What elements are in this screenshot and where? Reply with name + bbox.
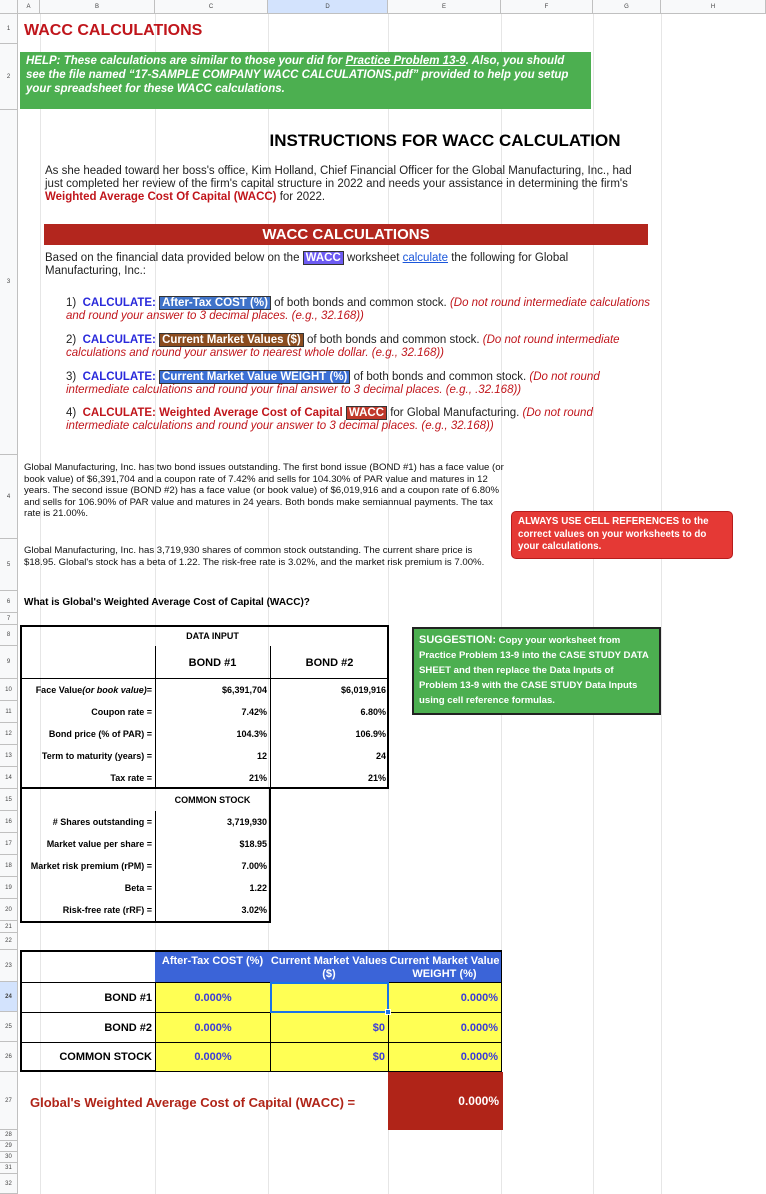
suggestion-text: Copy your worksheet from Practice Problem 13-9 into the CASE STUDY DATA SHEET and then replace the Data Inputs of Problem 13-9 with the CASE STUDY Data Inputs using cell reference formulas. bbox=[419, 635, 649, 706]
coupon-rate-label: Coupon rate = bbox=[91, 707, 152, 717]
market-risk-premium-label: Market risk premium (rPM) = bbox=[30, 861, 152, 871]
step-4 bbox=[66, 407, 656, 433]
row-header-21[interactable]: 21 bbox=[0, 921, 18, 933]
select-all-corner[interactable] bbox=[0, 0, 18, 14]
stock-description: Global Manufacturing, Inc. has 3,719,930 shares of common stock outstanding. The current share price is $18.95. Global's stock has a beta of 1.22. The risk-free rate is 3.02%, and the market risk premium is 7.00%. bbox=[24, 545, 485, 568]
step-cta: CALCULATE: bbox=[82, 371, 160, 383]
label-text: Face Value bbox=[35, 685, 83, 695]
step-tag: Current Market Values ($) bbox=[159, 333, 304, 347]
row-header-23[interactable]: 23 bbox=[0, 950, 18, 982]
row-header-30[interactable]: 30 bbox=[0, 1152, 18, 1163]
row-header-31[interactable]: 31 bbox=[0, 1163, 18, 1174]
wacc-banner: WACC CALCULATIONS bbox=[44, 224, 648, 245]
bond2-tax-rate[interactable]: 21% bbox=[367, 773, 386, 783]
row-header-22[interactable]: 22 bbox=[0, 933, 18, 950]
step-number: 3) bbox=[66, 371, 77, 383]
market-weight-header: Current Market Value WEIGHT (%) bbox=[388, 952, 501, 982]
row-header-29[interactable]: 29 bbox=[0, 1141, 18, 1152]
bond1-market-value[interactable] bbox=[271, 983, 388, 1012]
market-risk-premium-value[interactable]: 7.00% bbox=[241, 861, 267, 871]
row-header-13[interactable]: 13 bbox=[0, 745, 18, 767]
col-header-e[interactable]: E bbox=[388, 0, 501, 14]
bond2-face-value[interactable]: $6,019,916 bbox=[340, 685, 386, 695]
bond2-coupon-rate[interactable]: 6.80% bbox=[360, 707, 386, 717]
practice-problem-link[interactable]: Practice Problem 13-9 bbox=[345, 55, 466, 67]
row-header-3[interactable]: 3 bbox=[0, 110, 18, 455]
row-header-4[interactable]: 4 bbox=[0, 455, 18, 539]
col-header-c[interactable]: C bbox=[155, 0, 268, 14]
row-header-5[interactable]: 5 bbox=[0, 539, 18, 591]
row-header-1[interactable]: 1 bbox=[0, 14, 18, 44]
risk-free-rate-value[interactable]: 3.02% bbox=[241, 905, 267, 915]
based-b: worksheet bbox=[343, 252, 403, 264]
step-cta: CALCULATE: Weighted Average Cost of Capital bbox=[82, 407, 346, 419]
step-note: (Do not round intermediate calculations and round your answer to 3 decimal places. (e.g., 32.168)) bbox=[66, 297, 651, 322]
col-header-h[interactable]: H bbox=[661, 0, 766, 14]
help-prefix: HELP: These calculations are similar to those your did for bbox=[26, 55, 346, 67]
instructions-based bbox=[45, 252, 635, 278]
intro-text: As she headed toward her boss's office, Kim Holland, Chief Financial Officer for the Global Manufacturing, Inc., had just completed her review of the firm's capital structure in 2022 and needs your assistance in determining the firm's bbox=[45, 165, 632, 190]
suggestion-lead: SUGGESTION: bbox=[419, 634, 497, 646]
row-header-2[interactable]: 2 bbox=[0, 44, 18, 110]
row-header-9[interactable]: 9 bbox=[0, 646, 18, 679]
bond1-market-weight[interactable]: 0.000% bbox=[460, 991, 498, 1004]
stock-market-value[interactable]: $0 bbox=[372, 1051, 385, 1063]
row-header-24[interactable]: 24 bbox=[0, 982, 18, 1012]
row-header-20[interactable]: 20 bbox=[0, 899, 18, 921]
bond2-market-value[interactable]: $0 bbox=[372, 1021, 385, 1034]
face-value-label bbox=[20, 679, 155, 701]
bond2-after-tax-cost[interactable]: 0.000% bbox=[194, 1021, 232, 1034]
row-header-6[interactable]: 6 bbox=[0, 591, 18, 613]
row-header-7[interactable]: 7 bbox=[0, 613, 18, 625]
step-1 bbox=[66, 297, 656, 323]
row-header-11[interactable]: 11 bbox=[0, 701, 18, 723]
intro-end: for 2022. bbox=[276, 191, 326, 203]
row-header-26[interactable]: 26 bbox=[0, 1042, 18, 1072]
result-row-label: BOND #2 bbox=[104, 1021, 152, 1034]
wacc-sheet-tag: WACC bbox=[303, 251, 344, 265]
col-header-a[interactable]: A bbox=[18, 0, 40, 14]
bond1-coupon-rate[interactable]: 7.42% bbox=[241, 707, 267, 717]
cell-reference-alert: ALWAYS USE CELL REFERENCES to the correct values on your worksheets to do your calculations. bbox=[511, 511, 733, 559]
step-text: for Global Manufacturing. bbox=[387, 407, 523, 419]
step-number: 1) bbox=[66, 297, 77, 309]
shares-outstanding-value[interactable]: 3,719,930 bbox=[226, 817, 267, 827]
bond2-price[interactable]: 106.9% bbox=[355, 729, 386, 739]
result-row-label: COMMON STOCK bbox=[59, 1051, 152, 1063]
grid-line bbox=[661, 14, 662, 1194]
step-text: of both bonds and common stock. bbox=[270, 297, 450, 309]
step-tag: After-Tax COST (%) bbox=[159, 296, 271, 310]
step-tag: WACC bbox=[346, 406, 387, 420]
bond1-after-tax-cost[interactable]: 0.000% bbox=[194, 991, 232, 1004]
row-header-32[interactable]: 32 bbox=[0, 1174, 18, 1194]
col-header-f[interactable]: F bbox=[501, 0, 593, 14]
bond1-term[interactable]: 12 bbox=[256, 751, 267, 761]
term-label: Term to maturity (years) = bbox=[41, 751, 152, 761]
stock-after-tax-cost[interactable]: 0.000% bbox=[194, 1051, 232, 1063]
row-header-16[interactable]: 16 bbox=[0, 811, 18, 833]
page-title: WACC CALCULATIONS bbox=[24, 22, 203, 39]
bond1-header: BOND #1 bbox=[188, 657, 237, 669]
row-header-10[interactable]: 10 bbox=[0, 679, 18, 701]
step-3 bbox=[66, 371, 656, 397]
beta-label: Beta = bbox=[124, 883, 152, 893]
step-note: (Do not round intermediate calculations and round your answer to nearest whole dollar. (e.g., 32.168)) bbox=[66, 334, 620, 359]
label-end: = bbox=[146, 685, 152, 695]
step-text: of both bonds and common stock. bbox=[303, 334, 483, 346]
bond2-market-weight[interactable]: 0.000% bbox=[460, 1021, 498, 1034]
step-number: 4) bbox=[66, 407, 77, 419]
bonds-description: Global Manufacturing, Inc. has two bond issues outstanding. The first bond issue (BOND #1) has a face value (or book value) of $6,391,704 and a coupon rate of 7.42% and sells for 104.30% of PAR value and matures in 12 years. The second issue (BOND #2) has a face value (or book value) of $6,019,916 and a coupon rate of 6.80% and sells for 106.90% of PAR value and matures in 24 years. Both bonds make semiannual payments. The tax rate is 21.00%. bbox=[24, 462, 504, 520]
row-header-27[interactable]: 27 bbox=[0, 1072, 18, 1130]
after-tax-cost-header: After-Tax COST (%) bbox=[155, 952, 270, 982]
wacc-question: What is Global's Weighted Average Cost of Capital (WACC)? bbox=[24, 597, 310, 608]
common-stock-header: COMMON STOCK bbox=[174, 795, 251, 805]
instructions-title-text: INSTRUCTIONS FOR WACC CALCULATION bbox=[269, 131, 621, 150]
col-header-d[interactable]: D bbox=[268, 0, 388, 14]
step-note: (Do not round intermediate calculations and round your final answer to 3 decimal places. (e.g., .32.168)) bbox=[66, 371, 600, 396]
suggestion-box bbox=[412, 627, 661, 715]
step-tag: Current Market Value WEIGHT (%) bbox=[159, 370, 350, 384]
label-note: (or book value) bbox=[82, 685, 147, 695]
step-text: of both bonds and common stock. bbox=[350, 371, 530, 383]
shares-outstanding-label: # Shares outstanding = bbox=[52, 817, 152, 827]
row-header-12[interactable]: 12 bbox=[0, 723, 18, 745]
bond2-term[interactable]: 24 bbox=[375, 751, 386, 761]
col-header-g[interactable]: G bbox=[593, 0, 661, 14]
intro-wacc-bold: Weighted Average Cost Of Capital (WACC) bbox=[45, 191, 277, 203]
row-header-15[interactable]: 15 bbox=[0, 789, 18, 811]
instructions-intro bbox=[45, 165, 645, 204]
row-header-8[interactable]: 8 bbox=[0, 625, 18, 646]
row-header-28[interactable]: 28 bbox=[0, 1130, 18, 1141]
bond1-price[interactable]: 104.3% bbox=[236, 729, 267, 739]
based-c: the following for Global Manufacturing, Inc.: bbox=[45, 252, 569, 277]
bond2-header: BOND #2 bbox=[305, 657, 354, 669]
help-banner bbox=[20, 52, 591, 109]
help-suffix: . Also, you should see the file named “17-SAMPLE COMPANY WACC CALCULATIONS.pdf” provided to help you setup your spreadsheet for these WACC calculations. bbox=[26, 55, 569, 95]
instructions-title bbox=[120, 131, 766, 151]
bond1-face-value[interactable]: $6,391,704 bbox=[221, 685, 267, 695]
wacc-result-value[interactable]: 0.000% bbox=[388, 1072, 503, 1130]
share-price-value[interactable]: $18.95 bbox=[239, 839, 267, 849]
based-a: Based on the financial data provided below on the bbox=[45, 252, 303, 264]
step-2 bbox=[66, 334, 656, 360]
bond-price-label: Bond price (% of PAR) = bbox=[48, 729, 152, 739]
tax-rate-label: Tax rate = bbox=[110, 773, 152, 783]
row-header-25[interactable]: 25 bbox=[0, 1012, 18, 1042]
step-number: 2) bbox=[66, 334, 77, 346]
market-values-header: Current Market Values ($) bbox=[270, 952, 388, 982]
step-cta: CALCULATE: bbox=[82, 297, 160, 309]
calculate-link[interactable]: calculate bbox=[402, 252, 448, 264]
row-header-18[interactable]: 18 bbox=[0, 855, 18, 877]
wacc-result-label: Global's Weighted Average Cost of Capital (WACC) = bbox=[30, 1095, 356, 1110]
share-price-label: Market value per share = bbox=[46, 839, 152, 849]
step-note: (Do not round intermediate calculations and round your answer to 3 decimal places. (e.g., 32.168)) bbox=[66, 407, 593, 432]
row-header-14[interactable]: 14 bbox=[0, 767, 18, 789]
bond1-tax-rate[interactable]: 21% bbox=[248, 773, 267, 783]
step-cta: CALCULATE: bbox=[82, 334, 160, 346]
risk-free-rate-label: Risk-free rate (rRF) = bbox=[62, 905, 152, 915]
row-header-17[interactable]: 17 bbox=[0, 833, 18, 855]
col-header-b[interactable]: B bbox=[40, 0, 155, 14]
row-header-19[interactable]: 19 bbox=[0, 877, 18, 899]
beta-value[interactable]: 1.22 bbox=[249, 883, 267, 893]
stock-market-weight[interactable]: 0.000% bbox=[460, 1051, 498, 1063]
data-input-title: DATA INPUT bbox=[186, 631, 239, 641]
result-row-label: BOND #1 bbox=[104, 991, 152, 1004]
